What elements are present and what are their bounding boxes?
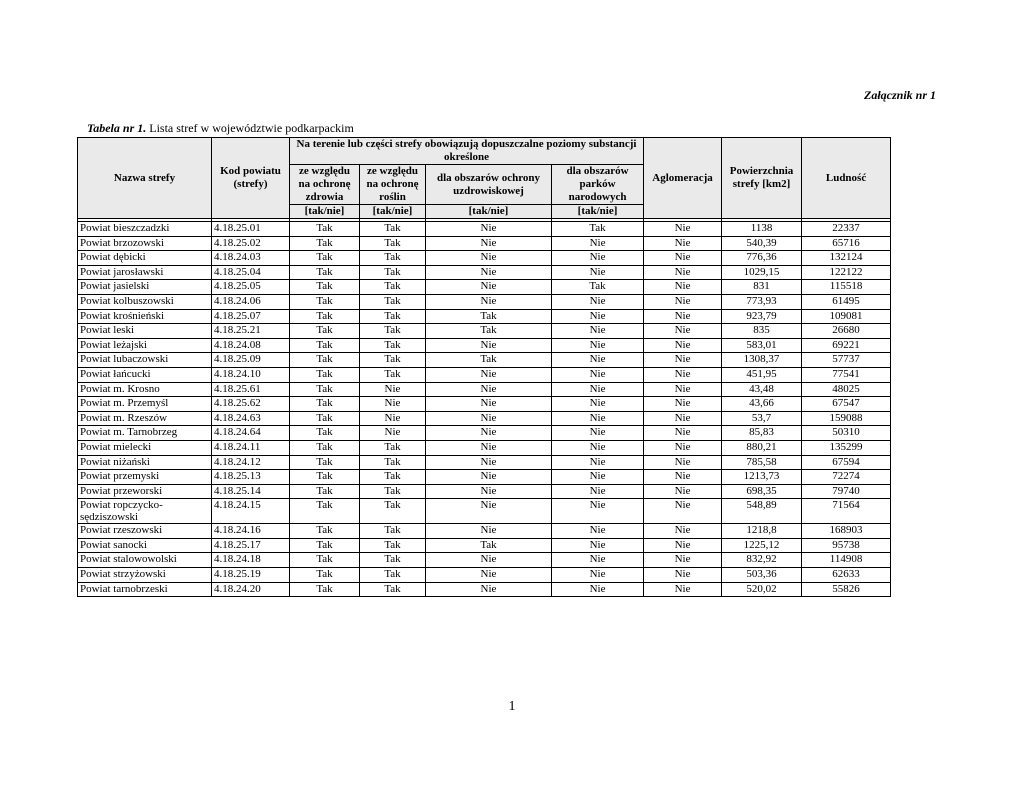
cell-spa: Nie	[426, 484, 552, 499]
cell-spa: Nie	[426, 397, 552, 412]
cell-plants: Tak	[360, 251, 426, 266]
cell-zone-name: Powiat mielecki	[78, 440, 212, 455]
cell-county-code: 4.18.24.16	[212, 524, 290, 539]
cell-parks: Nie	[552, 367, 644, 382]
cell-plants: Tak	[360, 455, 426, 470]
cell-county-code: 4.18.25.05	[212, 280, 290, 295]
cell-health: Tak	[290, 309, 360, 324]
cell-population: 95738	[802, 538, 891, 553]
cell-population: 168903	[802, 524, 891, 539]
table-row	[78, 568, 891, 583]
cell-population: 71564	[802, 499, 891, 524]
cell-county-code: 4.18.25.14	[212, 484, 290, 499]
cell-health: Tak	[290, 324, 360, 339]
table-row	[78, 470, 891, 485]
table-row	[78, 411, 891, 426]
cell-parks: Nie	[552, 455, 644, 470]
table-row	[78, 309, 891, 324]
cell-area: 835	[722, 324, 802, 339]
cell-agglomeration: Nie	[644, 367, 722, 382]
cell-agglomeration: Nie	[644, 440, 722, 455]
cell-population: 109081	[802, 309, 891, 324]
cell-plants: Tak	[360, 309, 426, 324]
cell-health: Tak	[290, 397, 360, 412]
table-row	[78, 426, 891, 441]
cell-agglomeration: Nie	[644, 411, 722, 426]
cell-parks: Nie	[552, 582, 644, 597]
cell-population: 79740	[802, 484, 891, 499]
cell-spa: Nie	[426, 280, 552, 295]
cell-agglomeration: Nie	[644, 309, 722, 324]
cell-county-code: 4.18.25.21	[212, 324, 290, 339]
cell-county-code: 4.18.24.08	[212, 338, 290, 353]
table-row	[78, 324, 891, 339]
cell-area: 451,95	[722, 367, 802, 382]
cell-county-code: 4.18.25.61	[212, 382, 290, 397]
cell-health: Tak	[290, 484, 360, 499]
cell-health: Tak	[290, 367, 360, 382]
cell-parks: Nie	[552, 499, 644, 524]
cell-parks: Nie	[552, 353, 644, 368]
header-health-protection: ze względu na ochronę zdrowia	[290, 165, 360, 205]
table-row	[78, 280, 891, 295]
cell-health: Tak	[290, 538, 360, 553]
header-group-title: Na terenie lub części strefy obowiązują dopuszczalne poziomy substancji określone	[290, 138, 644, 165]
page-number: 1	[508, 699, 516, 714]
cell-agglomeration: Nie	[644, 426, 722, 441]
cell-agglomeration: Nie	[644, 251, 722, 266]
cell-zone-name: Powiat stalowowolski	[78, 553, 212, 568]
cell-zone-name: Powiat sanocki	[78, 538, 212, 553]
table-row	[78, 338, 891, 353]
cell-zone-name: Powiat przemyski	[78, 470, 212, 485]
cell-county-code: 4.18.25.07	[212, 309, 290, 324]
cell-plants: Tak	[360, 499, 426, 524]
cell-population: 115518	[802, 280, 891, 295]
cell-area: 1029,15	[722, 265, 802, 280]
cell-spa: Nie	[426, 455, 552, 470]
table-row	[78, 397, 891, 412]
cell-area: 503,36	[722, 568, 802, 583]
table-caption	[87, 121, 354, 136]
cell-spa: Tak	[426, 353, 552, 368]
cell-agglomeration: Nie	[644, 265, 722, 280]
cell-spa: Nie	[426, 367, 552, 382]
cell-health: Tak	[290, 222, 360, 237]
cell-agglomeration: Nie	[644, 397, 722, 412]
cell-spa: Nie	[426, 553, 552, 568]
cell-county-code: 4.18.24.15	[212, 499, 290, 524]
cell-population: 48025	[802, 382, 891, 397]
cell-county-code: 4.18.24.18	[212, 553, 290, 568]
cell-zone-name: Powiat m. Przemyśl	[78, 397, 212, 412]
cell-health: Tak	[290, 553, 360, 568]
cell-parks: Nie	[552, 294, 644, 309]
cell-agglomeration: Nie	[644, 280, 722, 295]
header-national-parks: dla obszarów parków narodowych	[552, 165, 644, 205]
cell-agglomeration: Nie	[644, 524, 722, 539]
cell-health: Tak	[290, 568, 360, 583]
cell-plants: Tak	[360, 222, 426, 237]
header-unit: [tak/nie]	[552, 205, 644, 219]
cell-zone-name: Powiat leski	[78, 324, 212, 339]
cell-area: 880,21	[722, 440, 802, 455]
cell-parks: Nie	[552, 382, 644, 397]
cell-spa: Nie	[426, 470, 552, 485]
cell-plants: Tak	[360, 338, 426, 353]
cell-plants: Tak	[360, 236, 426, 251]
cell-spa: Nie	[426, 382, 552, 397]
cell-county-code: 4.18.24.06	[212, 294, 290, 309]
cell-area: 583,01	[722, 338, 802, 353]
cell-agglomeration: Nie	[644, 484, 722, 499]
cell-zone-name: Powiat ropczycko-sędziszowski	[78, 499, 212, 524]
cell-population: 61495	[802, 294, 891, 309]
cell-population: 65716	[802, 236, 891, 251]
cell-area: 520,02	[722, 582, 802, 597]
table-row	[78, 484, 891, 499]
header-unit: [tak/nie]	[360, 205, 426, 219]
annex-label: Załącznik nr 1	[863, 88, 936, 102]
cell-agglomeration: Nie	[644, 382, 722, 397]
cell-agglomeration: Nie	[644, 553, 722, 568]
cell-spa: Nie	[426, 582, 552, 597]
cell-agglomeration: Nie	[644, 470, 722, 485]
cell-population: 122122	[802, 265, 891, 280]
table-caption-label: Tabela nr 1.	[87, 121, 147, 135]
cell-plants: Tak	[360, 367, 426, 382]
header-agglomeration: Aglomeracja	[644, 138, 722, 219]
cell-county-code: 4.18.24.64	[212, 426, 290, 441]
cell-spa: Nie	[426, 524, 552, 539]
table-row	[78, 553, 891, 568]
cell-health: Tak	[290, 353, 360, 368]
cell-agglomeration: Nie	[644, 568, 722, 583]
cell-county-code: 4.18.24.03	[212, 251, 290, 266]
cell-spa: Tak	[426, 538, 552, 553]
cell-county-code: 4.18.24.10	[212, 367, 290, 382]
cell-plants: Tak	[360, 353, 426, 368]
cell-area: 1218,8	[722, 524, 802, 539]
cell-spa: Tak	[426, 309, 552, 324]
cell-zone-name: Powiat lubaczowski	[78, 353, 212, 368]
cell-plants: Nie	[360, 426, 426, 441]
cell-parks: Nie	[552, 411, 644, 426]
cell-county-code: 4.18.25.01	[212, 222, 290, 237]
cell-health: Tak	[290, 338, 360, 353]
cell-parks: Nie	[552, 538, 644, 553]
cell-county-code: 4.18.25.13	[212, 470, 290, 485]
table-row	[78, 582, 891, 597]
table-row	[78, 236, 891, 251]
cell-area: 832,92	[722, 553, 802, 568]
cell-health: Tak	[290, 426, 360, 441]
cell-parks: Nie	[552, 236, 644, 251]
cell-population: 77541	[802, 367, 891, 382]
cell-zone-name: Powiat kolbuszowski	[78, 294, 212, 309]
cell-population: 114908	[802, 553, 891, 568]
cell-parks: Nie	[552, 338, 644, 353]
table-caption-text: Lista stref w województwie podkarpackim	[146, 121, 354, 135]
cell-agglomeration: Nie	[644, 338, 722, 353]
cell-county-code: 4.18.24.11	[212, 440, 290, 455]
cell-parks: Tak	[552, 222, 644, 237]
cell-spa: Nie	[426, 411, 552, 426]
cell-parks: Nie	[552, 251, 644, 266]
cell-zone-name: Powiat brzozowski	[78, 236, 212, 251]
table-row	[78, 251, 891, 266]
cell-population: 57737	[802, 353, 891, 368]
cell-health: Tak	[290, 265, 360, 280]
cell-health: Tak	[290, 470, 360, 485]
table-row	[78, 382, 891, 397]
table-row	[78, 455, 891, 470]
header-unit: [tak/nie]	[426, 205, 552, 219]
cell-parks: Nie	[552, 470, 644, 485]
table-header	[78, 138, 891, 219]
cell-area: 698,35	[722, 484, 802, 499]
cell-population: 22337	[802, 222, 891, 237]
table-row	[78, 499, 891, 524]
cell-agglomeration: Nie	[644, 455, 722, 470]
cell-health: Tak	[290, 499, 360, 524]
cell-spa: Nie	[426, 222, 552, 237]
cell-parks: Nie	[552, 440, 644, 455]
header-spa-areas: dla obszarów ochrony uzdrowiskowej	[426, 165, 552, 205]
cell-spa: Nie	[426, 499, 552, 524]
cell-agglomeration: Nie	[644, 538, 722, 553]
cell-spa: Nie	[426, 426, 552, 441]
cell-zone-name: Powiat m. Rzeszów	[78, 411, 212, 426]
cell-plants: Tak	[360, 280, 426, 295]
cell-zone-name: Powiat jarosławski	[78, 265, 212, 280]
cell-health: Tak	[290, 455, 360, 470]
cell-area: 1308,37	[722, 353, 802, 368]
cell-area: 53,7	[722, 411, 802, 426]
cell-county-code: 4.18.25.02	[212, 236, 290, 251]
cell-agglomeration: Nie	[644, 222, 722, 237]
cell-zone-name: Powiat m. Tarnobrzeg	[78, 426, 212, 441]
table-row	[78, 440, 891, 455]
cell-parks: Tak	[552, 280, 644, 295]
cell-health: Tak	[290, 411, 360, 426]
cell-health: Tak	[290, 382, 360, 397]
cell-area: 831	[722, 280, 802, 295]
cell-plants: Tak	[360, 568, 426, 583]
cell-plants: Tak	[360, 524, 426, 539]
table-row	[78, 353, 891, 368]
cell-population: 62633	[802, 568, 891, 583]
cell-plants: Tak	[360, 324, 426, 339]
cell-spa: Nie	[426, 265, 552, 280]
cell-health: Tak	[290, 280, 360, 295]
header-area: Powierzchnia strefy [km2]	[722, 138, 802, 219]
cell-agglomeration: Nie	[644, 324, 722, 339]
cell-county-code: 4.18.25.17	[212, 538, 290, 553]
cell-zone-name: Powiat łańcucki	[78, 367, 212, 382]
cell-plants: Nie	[360, 382, 426, 397]
cell-zone-name: Powiat niżański	[78, 455, 212, 470]
cell-county-code: 4.18.24.63	[212, 411, 290, 426]
cell-area: 85,83	[722, 426, 802, 441]
cell-area: 776,36	[722, 251, 802, 266]
cell-health: Tak	[290, 251, 360, 266]
cell-plants: Tak	[360, 265, 426, 280]
zones-table	[77, 137, 891, 597]
cell-agglomeration: Nie	[644, 294, 722, 309]
cell-county-code: 4.18.25.62	[212, 397, 290, 412]
cell-county-code: 4.18.25.04	[212, 265, 290, 280]
table-row	[78, 538, 891, 553]
cell-health: Tak	[290, 294, 360, 309]
cell-zone-name: Powiat leżajski	[78, 338, 212, 353]
header-county-code: Kod powiatu (strefy)	[212, 138, 290, 219]
header-unit: [tak/nie]	[290, 205, 360, 219]
cell-area: 540,39	[722, 236, 802, 251]
cell-parks: Nie	[552, 324, 644, 339]
table-row	[78, 222, 891, 237]
cell-county-code: 4.18.24.20	[212, 582, 290, 597]
table-row	[78, 294, 891, 309]
cell-county-code: 4.18.25.19	[212, 568, 290, 583]
cell-spa: Nie	[426, 440, 552, 455]
cell-area: 773,93	[722, 294, 802, 309]
cell-plants: Tak	[360, 553, 426, 568]
cell-parks: Nie	[552, 309, 644, 324]
cell-population: 55826	[802, 582, 891, 597]
table-body	[78, 219, 891, 597]
cell-zone-name: Powiat strzyżowski	[78, 568, 212, 583]
cell-parks: Nie	[552, 426, 644, 441]
cell-area: 1225,12	[722, 538, 802, 553]
cell-plants: Tak	[360, 538, 426, 553]
cell-population: 50310	[802, 426, 891, 441]
cell-plants: Nie	[360, 397, 426, 412]
cell-plants: Tak	[360, 440, 426, 455]
cell-plants: Tak	[360, 294, 426, 309]
cell-plants: Tak	[360, 484, 426, 499]
cell-spa: Tak	[426, 324, 552, 339]
cell-area: 1138	[722, 222, 802, 237]
table-row	[78, 265, 891, 280]
cell-parks: Nie	[552, 265, 644, 280]
cell-plants: Nie	[360, 411, 426, 426]
cell-parks: Nie	[552, 397, 644, 412]
cell-health: Tak	[290, 524, 360, 539]
table-row	[78, 367, 891, 382]
cell-zone-name: Powiat przeworski	[78, 484, 212, 499]
cell-health: Tak	[290, 582, 360, 597]
cell-zone-name: Powiat rzeszowski	[78, 524, 212, 539]
cell-population: 26680	[802, 324, 891, 339]
cell-zone-name: Powiat tarnobrzeski	[78, 582, 212, 597]
cell-area: 548,89	[722, 499, 802, 524]
cell-area: 1213,73	[722, 470, 802, 485]
cell-health: Tak	[290, 440, 360, 455]
cell-zone-name: Powiat bieszczadzki	[78, 222, 212, 237]
cell-agglomeration: Nie	[644, 236, 722, 251]
cell-population: 159088	[802, 411, 891, 426]
cell-area: 923,79	[722, 309, 802, 324]
cell-parks: Nie	[552, 484, 644, 499]
cell-agglomeration: Nie	[644, 353, 722, 368]
cell-area: 43,66	[722, 397, 802, 412]
cell-population: 67594	[802, 455, 891, 470]
cell-agglomeration: Nie	[644, 582, 722, 597]
cell-county-code: 4.18.24.12	[212, 455, 290, 470]
cell-spa: Nie	[426, 251, 552, 266]
cell-spa: Nie	[426, 294, 552, 309]
cell-health: Tak	[290, 236, 360, 251]
cell-parks: Nie	[552, 524, 644, 539]
cell-plants: Tak	[360, 470, 426, 485]
header-population: Ludność	[802, 138, 891, 219]
cell-spa: Nie	[426, 236, 552, 251]
cell-population: 67547	[802, 397, 891, 412]
cell-population: 72274	[802, 470, 891, 485]
table-row	[78, 524, 891, 539]
cell-parks: Nie	[552, 553, 644, 568]
cell-zone-name: Powiat jasielski	[78, 280, 212, 295]
cell-population: 132124	[802, 251, 891, 266]
header-zone-name: Nazwa strefy	[78, 138, 212, 219]
cell-population: 69221	[802, 338, 891, 353]
cell-zone-name: Powiat krośnieński	[78, 309, 212, 324]
cell-area: 785,58	[722, 455, 802, 470]
cell-spa: Nie	[426, 338, 552, 353]
cell-plants: Tak	[360, 582, 426, 597]
cell-agglomeration: Nie	[644, 499, 722, 524]
cell-zone-name: Powiat m. Krosno	[78, 382, 212, 397]
cell-county-code: 4.18.25.09	[212, 353, 290, 368]
cell-population: 135299	[802, 440, 891, 455]
header-plant-protection: ze względu na ochronę roślin	[360, 165, 426, 205]
cell-zone-name: Powiat dębicki	[78, 251, 212, 266]
cell-parks: Nie	[552, 568, 644, 583]
cell-area: 43,48	[722, 382, 802, 397]
cell-spa: Nie	[426, 568, 552, 583]
